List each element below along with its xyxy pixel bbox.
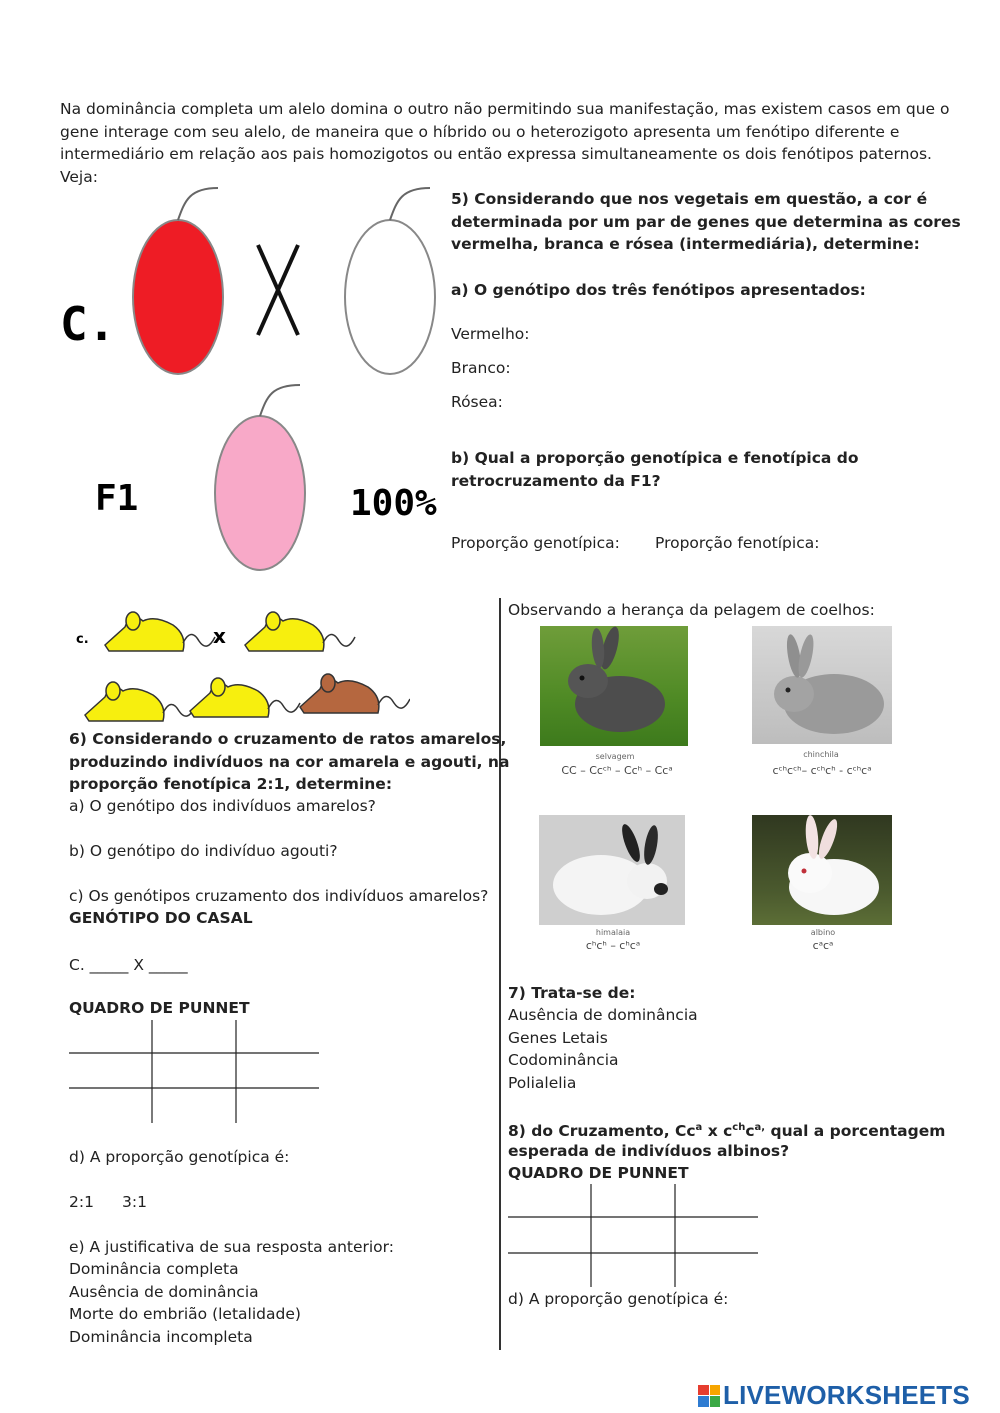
q6-statement xyxy=(69,728,509,796)
q8-punnett-square xyxy=(508,1184,760,1289)
liveworksheets-logo[interactable] xyxy=(698,1380,970,1411)
rabbit-name-albino: albino xyxy=(810,928,836,937)
q6-line: 6) Considerando o cruzamento de ratos amarelos, xyxy=(69,730,507,748)
logo-grid-icon xyxy=(698,1385,720,1407)
q6-punnet-title: QUADRO DE PUNNET xyxy=(69,999,250,1017)
yellow-mouse xyxy=(190,678,300,717)
mice-cross-figure xyxy=(70,605,410,730)
intro-line: gene interage com seu alelo, de maneira que o híbrido ou o heterozigoto apresenta um fenótipo diferente e xyxy=(60,122,900,141)
q6-cross-blank: C. _____ X _____ xyxy=(69,956,188,974)
mice-times: x xyxy=(213,624,226,648)
white-flower-stem xyxy=(390,188,430,220)
percent-label: 100% xyxy=(350,483,437,524)
q7-option: Ausência de dominância xyxy=(508,1006,698,1024)
q7-option: Codominância xyxy=(508,1051,619,1069)
rabbit-formula-chinchila: cᶜʰcᶜʰ– cᶜʰcʰ - cᶜʰcᵃ xyxy=(772,764,872,777)
q8-d: d) A proporção genotípica é: xyxy=(508,1290,729,1308)
q6-b: b) O genótipo do indivíduo agouti? xyxy=(69,842,338,860)
intro-line: Veja: xyxy=(60,167,98,186)
rabbit-photo-selvagem xyxy=(540,626,688,746)
q6-punnett-square xyxy=(69,1020,321,1125)
q8-sup: a xyxy=(695,1122,703,1133)
q5-b-line: retrocruzamento da F1? xyxy=(451,471,661,490)
mice-cross-label: c. xyxy=(76,632,89,647)
q6-line: produzindo indivíduos na cor amarela e agouti, na xyxy=(69,752,510,771)
q6-option: Ausência de dominância xyxy=(69,1282,259,1301)
q6-option: Morte do embrião (letalidade) xyxy=(69,1305,301,1323)
agouti-mouse xyxy=(300,674,410,713)
q5-line: 5) Considerando que nos vegetais em questão, a cor é xyxy=(451,190,928,208)
logo-brand-text: LIVEWORKSHEETS xyxy=(723,1380,970,1410)
red-flower-stem xyxy=(178,188,218,220)
q8-text: x c xyxy=(702,1122,733,1141)
q7-options xyxy=(508,1004,698,1094)
label-prop-fenotipica: Proporção fenotípica: xyxy=(655,534,820,552)
q5-line: vermelha, branca e rósea (intermediária), determine: xyxy=(451,235,920,253)
yellow-mouse xyxy=(105,612,215,651)
q7-option: Polialelia xyxy=(508,1073,577,1092)
q8-text: c xyxy=(745,1122,755,1141)
q8-text: qual a porcentagem xyxy=(765,1122,946,1141)
q8-text: 8) do Cruzamento, Cc xyxy=(508,1122,696,1141)
q6-option: Dominância completa xyxy=(69,1260,239,1278)
yellow-mouse xyxy=(245,612,355,651)
label-rosea: Rósea: xyxy=(451,393,503,411)
rabbit-name-himalaia: himalaia xyxy=(595,928,631,937)
q6-c: c) Os genótipos cruzamento dos indivíduos amarelos? xyxy=(69,887,489,905)
q6-ratio-3-1: 3:1 xyxy=(122,1193,147,1211)
intro-line: intermediário em relação aos pais homozigotos ou então expressa simultaneamente os dois fenótipos paternos. xyxy=(60,145,932,163)
q5-statement xyxy=(451,188,961,256)
rabbit-formula-albino: cᵃcᵃ xyxy=(812,939,834,952)
rabbit-photo-chinchila xyxy=(752,626,892,744)
white-flower xyxy=(345,220,435,374)
q6-ratio-2-1: 2:1 xyxy=(69,1193,94,1211)
q6-line: proporção fenotípica 2:1, determine: xyxy=(69,775,393,793)
q6-d: d) A proporção genotípica é: xyxy=(69,1148,290,1166)
q6-genotipo-casal: GENÓTIPO DO CASAL xyxy=(69,909,253,927)
rabbit-formula-himalaia: cʰcʰ – cʰcᵃ xyxy=(585,939,641,952)
q5-b xyxy=(451,447,859,492)
rabbit-photo-himalaia xyxy=(539,815,685,925)
q7-title: 7) Trata-se de: xyxy=(508,984,636,1002)
q8-line2: esperada de indivíduos albinos? xyxy=(508,1142,790,1160)
label-prop-genotipica: Proporção genotípica: xyxy=(451,534,620,552)
label-branco: Branco: xyxy=(451,359,511,377)
label-vermelho: Vermelho: xyxy=(451,325,530,343)
q5-line: determinada por um par de genes que determina as cores xyxy=(451,212,961,231)
q5-a: a) O genótipo dos três fenótipos apresentados: xyxy=(451,281,866,299)
red-flower xyxy=(133,220,223,374)
rabbits-title: Observando a herança da pelagem de coelhos: xyxy=(508,601,875,619)
rabbit-name-chinchila: chinchila xyxy=(803,750,839,759)
q5-b-line: b) Qual a proporção genotípica e fenotípica do xyxy=(451,449,859,467)
pink-flower xyxy=(215,416,305,570)
intro-line: Na dominância completa um alelo domina o outro não permitindo sua manifestação, mas existem casos em que o xyxy=(60,100,950,118)
q6-option: Dominância incompleta xyxy=(69,1327,253,1346)
q6-a: a) O genótipo dos indivíduos amarelos? xyxy=(69,797,376,815)
rabbit-formula-selvagem: CC – Ccᶜʰ – Ccʰ – Ccᵃ xyxy=(561,764,673,777)
q6-e: e) A justificativa de sua resposta anterior: xyxy=(69,1238,394,1256)
q8-statement xyxy=(508,1117,945,1143)
q8-sup: ch xyxy=(732,1122,746,1133)
f1-label: F1 xyxy=(95,478,139,519)
flower-cross-label: C. xyxy=(60,297,116,351)
q8-sup: a, xyxy=(754,1122,766,1133)
yellow-mouse xyxy=(85,682,195,721)
flower-cross-figure xyxy=(50,180,440,580)
rabbit-name-selvagem: selvagem xyxy=(595,752,635,761)
intro-paragraph xyxy=(60,98,950,188)
column-divider xyxy=(499,598,501,1350)
q8-punnet-title: QUADRO DE PUNNET xyxy=(508,1164,689,1182)
q6-options xyxy=(69,1258,301,1348)
pink-flower-stem xyxy=(260,385,300,416)
rabbit-photo-albino xyxy=(752,815,892,925)
q7-option: Genes Letais xyxy=(508,1028,608,1047)
